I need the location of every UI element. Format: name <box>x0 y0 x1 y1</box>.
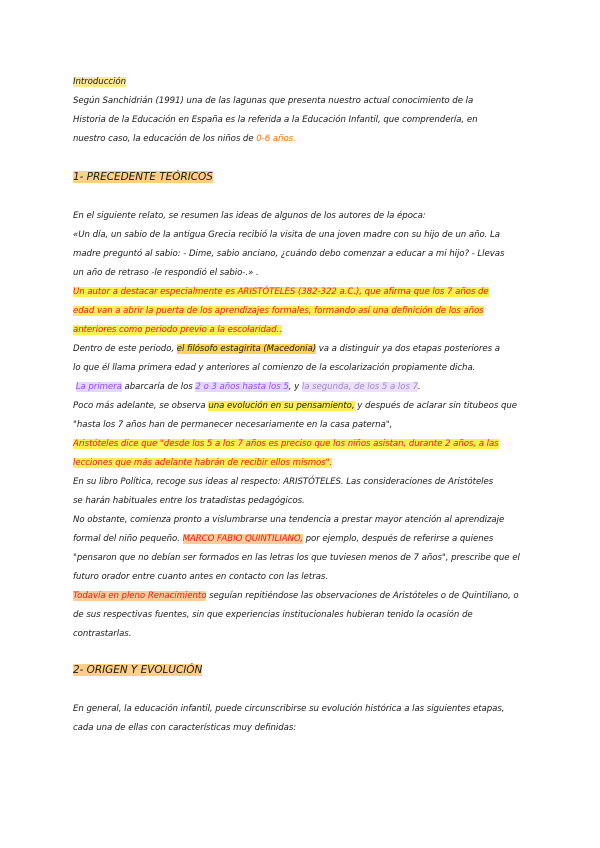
text-line: nuestro caso, la educación de los niños de 0-6 años. <box>73 134 296 144</box>
text-line: anteriores como periodo previo a la escolaridad.. <box>73 325 282 335</box>
text-line: Todavía en pleno Renacimiento seguían repitiéndose las observaciones de Aristóteles o de Quintiliano, o <box>73 591 519 601</box>
text-line: "pensaron que no debían ser formados en las letras los que tuviesen menos de 7 años", prescribe que el <box>73 553 520 563</box>
text-line: edad van a abrir la puerta de los aprendizajes formales, formando así una definición de los años <box>73 306 484 316</box>
text-line: Dentro de este periodo, el filósofo estagirita (Macedonia) va a distinguir ya dos etapas posteriores a <box>73 344 500 354</box>
text-line: cada una de ellas con características muy definidas: <box>73 723 297 733</box>
section-origen <box>73 700 533 738</box>
text-line: un año de retraso -le respondió el sabio-.» . <box>73 268 259 278</box>
intro-section <box>73 73 533 149</box>
age-range-highlight: 0-6 años. <box>256 134 296 144</box>
text-line: formal del niño pequeño. MARCO FABIO QUINTILIANO, por ejemplo, después de referirse a quienes <box>73 534 494 544</box>
text-line: Historia de la Educación en España es la referida a la Educación Infantil, que comprendería, en <box>73 115 478 125</box>
text-line: «Un día, un sabio de la antigua Grecia recibió la visita de una joven madre con su hijo de un año. La <box>73 230 500 240</box>
text-line: En general, la educación infantil, puede circunscribirse su evolución histórica a las siguientes etapas, <box>73 704 505 714</box>
text-line: lo que él llama primera edad y anteriores al comienzo de la escolarización propiamente dicha. <box>73 363 476 373</box>
text-line: Un autor a destacar especialmente es ARISTÓTELES (382-322 a.C.), que afirma que los 7 años de <box>73 287 489 297</box>
text-line: No obstante, comienza pronto a vislumbrarse una tendencia a prestar mayor atención al aprendizaje <box>73 515 505 525</box>
text-line: madre preguntó al sabio: - Dime, sabio anciano, ¿cuándo debo comenzar a educar a mi hijo? - Llevas <box>73 249 505 259</box>
text-line: se harán habituales entre los tratadistas pedagógicos. <box>73 496 305 506</box>
text-line: Poco más adelante, se observa una evolución en su pensamiento, y después de aclarar sin titubeos que <box>73 401 518 411</box>
intro-title: Introducción <box>73 77 126 87</box>
text-line: contrastarlas. <box>73 629 132 639</box>
text-line: futuro orador entre cuanto antes en contacto con las letras. <box>73 572 329 582</box>
section-precedentes <box>73 207 533 644</box>
text-line: En su libro Política, recoge sus ideas al respecto: ARISTÓTELES. Las consideraciones de Aristóteles <box>73 477 494 487</box>
text-line: lecciones que más adelante habrán de recibir ellos mismos". <box>73 458 333 468</box>
text-line: En el siguiente relato, se resumen las ideas de algunos de los autores de la época: <box>73 211 426 221</box>
heading-origen: 2- ORIGEN Y EVOLUCIÓN <box>73 664 203 676</box>
text-line: La primera abarcaría de los 2 o 3 años hasta los 5, y la segunda, de los 5 a los 7. <box>75 382 421 392</box>
text-line: Aristóteles dice que "desde los 5 a los 7 años es preciso que los niños asistan, durante 2 años, a las <box>73 439 499 449</box>
text-line: de sus respectivas fuentes, sin que experiencias institucionales hubieran tenido la ocasión de <box>73 610 473 620</box>
text-line: "hasta los 7 años han de permanecer necesariamente en la casa paterna", <box>73 420 393 430</box>
text-line: Según Sanchidrián (1991) una de las lagunas que presenta nuestro actual conocimiento de la <box>73 96 474 106</box>
heading-precedentes: 1- PRECEDENTE TEÓRICOS <box>73 171 213 183</box>
